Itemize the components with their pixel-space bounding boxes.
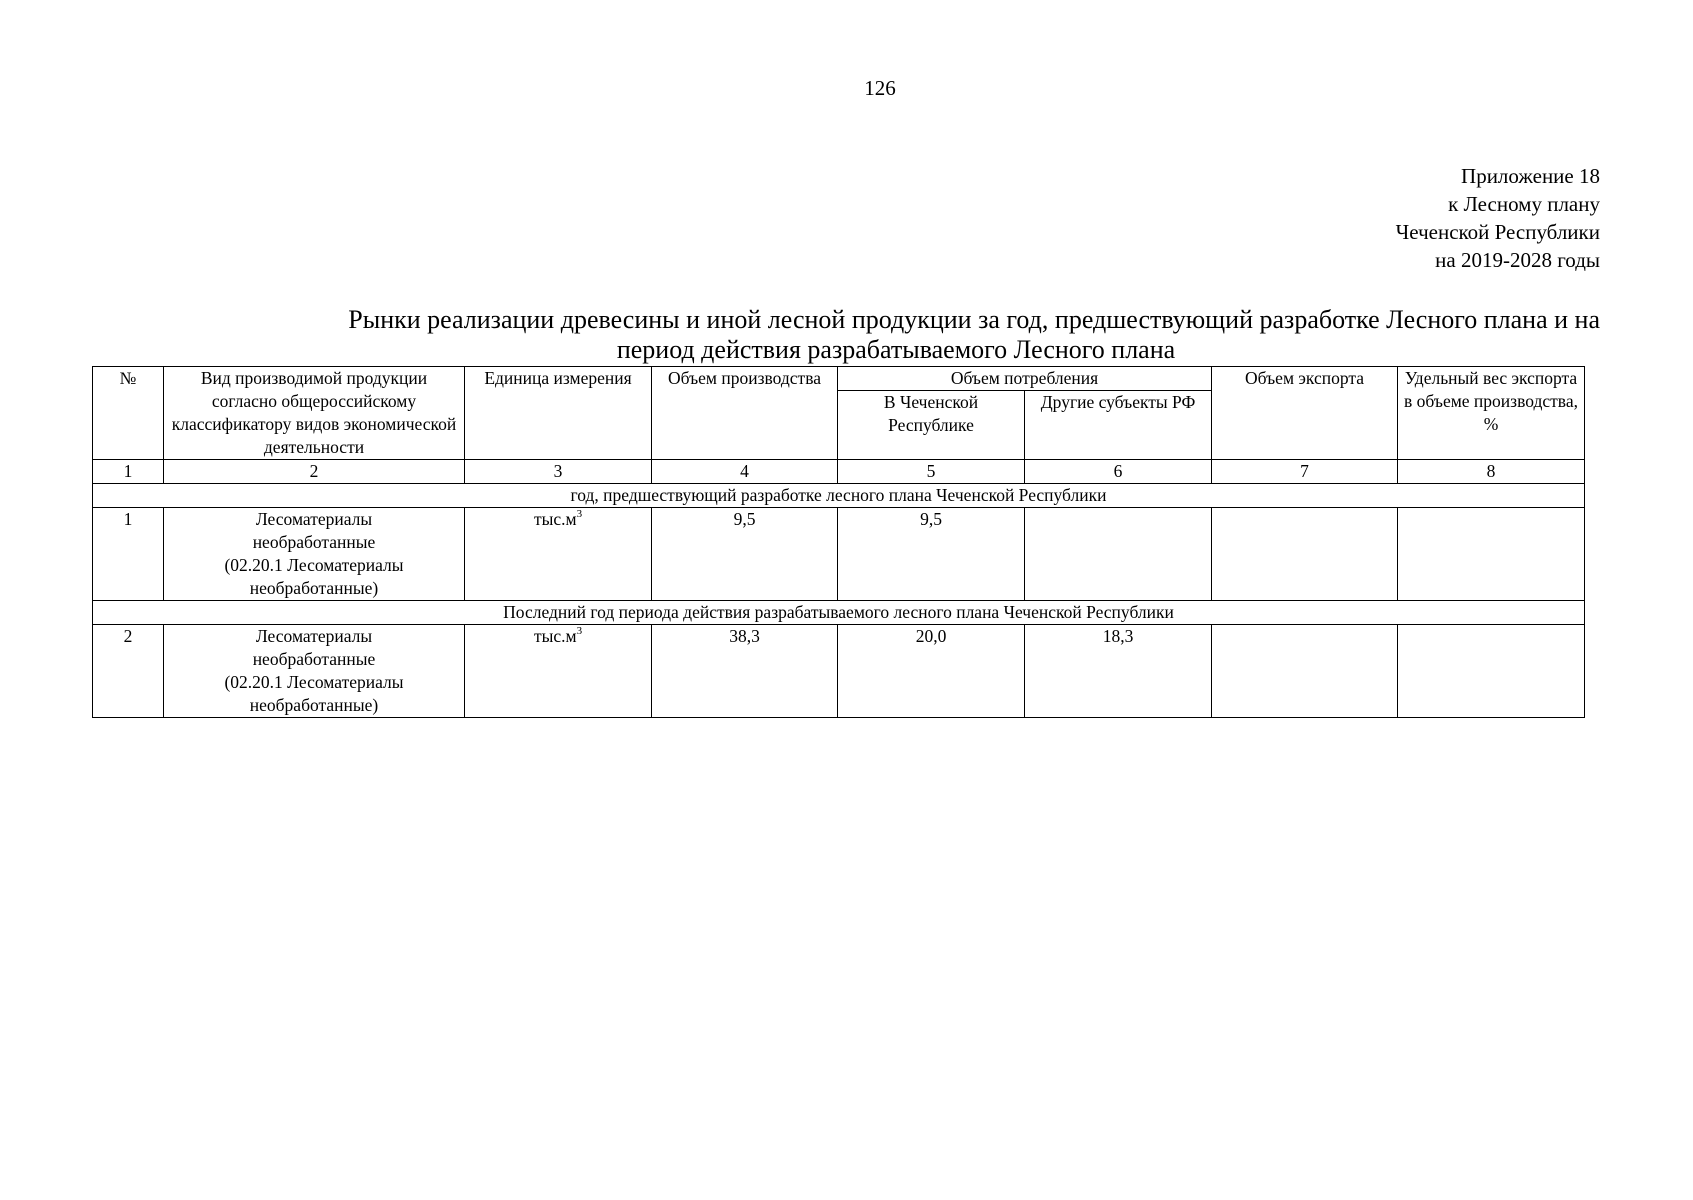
- table-row: [93, 625, 1585, 718]
- document-title: [92, 305, 1600, 365]
- header-num: №: [93, 367, 164, 460]
- title-line-1: Рынки реализации древесины и иной лесной продукции за год, предшествующий разработке Лесного плана и на: [348, 305, 1600, 334]
- unit-superscript: 3: [576, 625, 583, 637]
- appendix-note: [1396, 162, 1600, 274]
- product-line: необработанные: [252, 532, 376, 552]
- column-number: 3: [465, 460, 652, 484]
- section-row-previous-year: [93, 484, 1585, 508]
- page-number: 126: [864, 76, 896, 100]
- column-number: 7: [1212, 460, 1398, 484]
- row-unit: [465, 625, 652, 718]
- header-consumption: Объем потребления: [838, 367, 1212, 391]
- row-export: [1212, 625, 1398, 718]
- product-line: (02.20.1 Лесоматериалы: [224, 555, 404, 575]
- product-line: Лесоматериалы: [255, 509, 373, 529]
- header-unit: Единица измерения: [465, 367, 652, 460]
- unit-superscript: 3: [576, 508, 583, 520]
- row-consumption-chechen: 9,5: [838, 508, 1025, 601]
- column-number-row: [93, 460, 1585, 484]
- markets-table: [92, 366, 1585, 718]
- header-export: Объем экспорта: [1212, 367, 1398, 460]
- row-unit: [465, 508, 652, 601]
- appendix-line-2: к Лесному плану: [1448, 192, 1600, 216]
- row-export-share: [1398, 625, 1585, 718]
- column-number: 5: [838, 460, 1025, 484]
- column-number: 4: [652, 460, 838, 484]
- row-production: 38,3: [652, 625, 838, 718]
- product-line: необработанные): [249, 578, 379, 598]
- section-label: Последний год периода действия разрабатываемого лесного плана Чеченской Республики: [93, 601, 1585, 625]
- appendix-line-1: Приложение 18: [1461, 164, 1600, 188]
- row-production: 9,5: [652, 508, 838, 601]
- row-product: [164, 508, 465, 601]
- section-row-last-year: [93, 601, 1585, 625]
- product-line: (02.20.1 Лесоматериалы: [224, 672, 404, 692]
- appendix-line-3: Чеченской Республики: [1395, 220, 1600, 244]
- row-num: 2: [93, 625, 164, 718]
- product-line: необработанные): [249, 695, 379, 715]
- row-export: [1212, 508, 1398, 601]
- header-product: Вид производимой продукции согласно общероссийскому классификатору видов экономической деятельности: [164, 367, 465, 460]
- title-line-2: период действия разрабатываемого Лесного плана: [616, 335, 1176, 364]
- column-number: 8: [1398, 460, 1585, 484]
- header-export-share: Удельный вес экспорта в объеме производства, %: [1398, 367, 1585, 460]
- header-consumption-chechen: В Чеченской Республике: [838, 391, 1025, 460]
- column-number: 1: [93, 460, 164, 484]
- row-product: [164, 625, 465, 718]
- unit-text: тыс.м: [533, 509, 577, 529]
- row-num: 1: [93, 508, 164, 601]
- column-number: 2: [164, 460, 465, 484]
- header-production: Объем производства: [652, 367, 838, 460]
- header-row: [93, 367, 1585, 391]
- table-row: [93, 508, 1585, 601]
- row-export-share: [1398, 508, 1585, 601]
- appendix-line-4: на 2019-2028 годы: [1435, 248, 1600, 272]
- unit-text: тыс.м: [533, 626, 577, 646]
- header-consumption-other: Другие субъекты РФ: [1025, 391, 1212, 460]
- section-label: год, предшествующий разработке лесного плана Чеченской Республики: [93, 484, 1585, 508]
- row-consumption-other: 18,3: [1025, 625, 1212, 718]
- row-consumption-chechen: 20,0: [838, 625, 1025, 718]
- product-line: необработанные: [252, 649, 376, 669]
- product-line: Лесоматериалы: [255, 626, 373, 646]
- column-number: 6: [1025, 460, 1212, 484]
- row-consumption-other: [1025, 508, 1212, 601]
